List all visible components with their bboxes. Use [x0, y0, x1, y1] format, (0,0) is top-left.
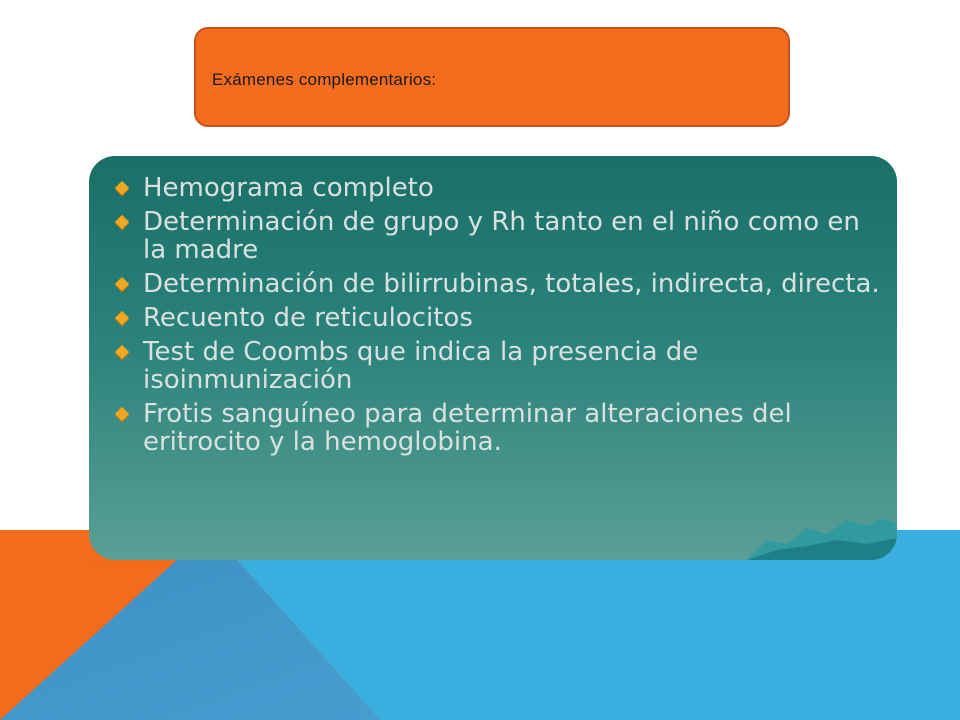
- content-panel: [89, 156, 897, 560]
- diamond-bullet-icon: [115, 277, 129, 291]
- bullet-text: Determinación de grupo y Rh tanto en el niño como en la madre: [143, 207, 860, 265]
- reflection-content: [89, 560, 897, 720]
- bullet-item: [111, 174, 891, 202]
- diamond-bullet-icon: [115, 345, 129, 359]
- title-box: [194, 27, 790, 127]
- bullet-text: Frotis sanguíneo para determinar alteraciones del eritrocito y la hemoglobina.: [143, 399, 792, 457]
- diamond-bullet-icon: [115, 407, 129, 421]
- bullet-item: [111, 304, 891, 332]
- mountain-decoration: [747, 510, 897, 560]
- bullet-list: [111, 174, 891, 462]
- bullet-text: Recuento de reticulocitos: [143, 303, 473, 333]
- panel-reflection: [89, 560, 897, 720]
- diamond-bullet-icon: [115, 311, 129, 325]
- bullet-item: [111, 270, 891, 298]
- bullet-item: [111, 338, 891, 394]
- bullet-text: Determinación de bilirrubinas, totales, indirecta, directa.: [143, 269, 880, 299]
- diamond-bullet-icon: [115, 181, 129, 195]
- slide-title: Exámenes complementarios:: [212, 70, 437, 89]
- bullet-text: Hemograma completo: [143, 173, 434, 203]
- bullet-item: [111, 400, 891, 456]
- diamond-bullet-icon: [115, 215, 129, 229]
- bullet-text: Test de Coombs que indica la presencia de isoinmunización: [143, 337, 699, 395]
- bullet-item: [111, 208, 891, 264]
